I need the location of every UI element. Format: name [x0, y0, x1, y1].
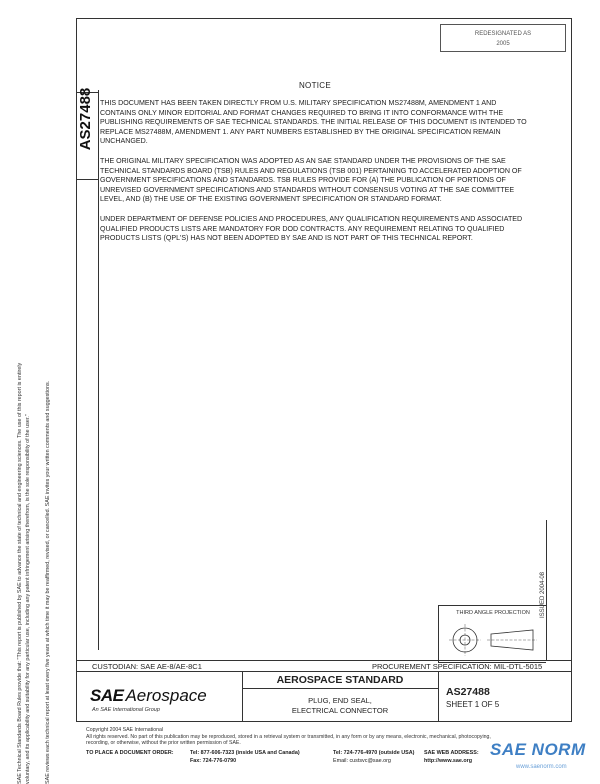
title-block [76, 672, 572, 722]
notice-paragraph-2: THE ORIGINAL MILITARY SPECIFICATION WAS ADOPTED AS AN SAE STANDARD UNDER THE PROVISIONS OF THE SAE TECHNICAL STANDARDS BOARD (TSB) RULES AND REGULATIONS (TSB 001) PERTAINING TO ACCELERATED ADOPTION OF GOVERNMENT SPECIFICATIONS AND STANDARDS. TSB RULES PROVIDE FOR (A) THE PUBLICATION OF PORTIONS OF UNREVISED GOVERNMENT SPECIFICATIONS AND STANDARDS WITHOUT CONSENSUS VOTING AT THE SAE COMMITTEE LEVEL, AND (B) THE USE OF THE EXISTING GOVERNMENT SPECIFICATION OR STANDARD FORMAT. [100, 156, 522, 204]
copyright-line: Copyright 2004 SAE International [86, 727, 163, 733]
standard-description-line-1: PLUG, END SEAL, [308, 696, 372, 705]
procurement-text: PROCUREMENT SPECIFICATION: MIL-DTL-5015 [372, 662, 543, 671]
fax-number: Fax: 724-776-0790 [190, 758, 237, 764]
custodian-text: CUSTODIAN: SAE AE-8/AE-8C1 [92, 662, 202, 671]
document-number: AS27488 [446, 686, 490, 698]
document-id-vertical: AS27488 [77, 87, 94, 151]
standard-description-line-2: ELECTRICAL CONNECTOR [291, 706, 389, 715]
logo-italic: Aerospace [125, 686, 207, 705]
order-info [86, 749, 516, 769]
document-number-cell [438, 672, 572, 722]
order-label: TO PLACE A DOCUMENT ORDER: [86, 750, 174, 756]
logo-subtitle: An SAE International Group [92, 707, 160, 713]
sae-aerospace-logo [90, 686, 207, 706]
side-disclaimer-line-2: voluntary, and its applicability and suitability for any particular use, including any patent infringement arising therefrom, is the sole responsibility of the user." [25, 414, 31, 784]
copyright-footer [86, 727, 506, 747]
watermark-url: www.saenorm.com [516, 764, 567, 770]
tel-inside-usa: Tel: 877-606-7323 (inside USA and Canada) [190, 750, 300, 756]
standard-cell [242, 672, 439, 722]
watermark [490, 740, 600, 772]
sheet-number: SHEET 1 OF 5 [446, 700, 500, 709]
rights-line-2: recording, or otherwise, without the prior written permission of SAE. [86, 740, 241, 747]
notice-title: NOTICE [298, 81, 332, 90]
revision-box [440, 24, 566, 52]
tel-outside-usa: Tel: 724-776-4970 (outside USA) [333, 750, 415, 756]
web-address-text: SAE WEB ADDRESS: http://www.sae.org [424, 750, 479, 764]
contact-us [190, 749, 300, 765]
revision-line-1: REDESIGNATED AS [474, 31, 532, 37]
contact-intl [333, 749, 414, 765]
notice-paragraph-3: UNDER DEPARTMENT OF DEFENSE POLICIES AND PROCEDURES, ANY QUALIFICATION REQUIREMENTS AND ASSOCIATED QUALIFIED PRODUCTS LISTS ARE MANDATORY FOR DOD CONTRACTS. ANY REQUIREMENT RELATING TO QUALIFIED PRODUCTS LISTS (QPL'S) HAS NOT BEEN ADOPTED BY SAE AND IS NOT PART OF THIS TECHNICAL REPORT. [100, 214, 523, 243]
projection-box [438, 605, 546, 663]
projection-label: THIRD ANGLE PROJECTION [456, 610, 530, 616]
side-disclaimer-line-1: SAE Technical Standards Board Rules provide that: "This report is published by SAE to advance the state of technical and engineering sciences. The use of this report is entirely [17, 362, 23, 784]
side-disclaimer [16, 144, 56, 784]
notice-body [100, 99, 532, 254]
standard-title: AEROSPACE STANDARD [242, 672, 438, 689]
watermark-logo: SAE NORM [490, 740, 586, 759]
side-disclaimer-line-3: SAE reviews each technical report at least every five years at which time it may be reaffirmed, revised, or cancelled. SAE invites your written comments and suggestions. [45, 380, 51, 784]
revision-line-2: 2005 [496, 41, 510, 47]
notice-paragraph-1: THIS DOCUMENT HAS BEEN TAKEN DIRECTLY FROM U.S. MILITARY SPECIFICATION MS27488M, AMENDMENT 1 AND CONTAINS ONLY MINOR EDITORIAL AND FORMAT CHANGES REQUIRED TO BRING IT INTO CONFORMANCE WITH THE PUBLISHING REQUIREMENTS OF SAE TECHNICAL STANDARDS. THE INITIAL RELEASE OF THIS DOCUMENT IS INTENDED TO REPLACE MS27488M, AMENDMENT 1. ANY PART NUMBERS ESTABLISHED BY THE ORIGINAL SPECIFICATION REMAIN UNCHANGED. [100, 99, 527, 146]
rights-line-1: All rights reserved. No part of this publication may be reproduced, stored in a retrieval system or transmitted, in any form or by any means, electronic, mechanical, photocopying, [86, 733, 491, 740]
logo-bold: SAE [90, 686, 124, 705]
right-margin-column [546, 520, 573, 660]
custodian-row [76, 660, 572, 672]
email-address: Email: custsvc@sae.org [333, 758, 391, 764]
issued-code: ISSUED 2004-08 [540, 571, 546, 619]
logo-cell [76, 672, 243, 722]
third-angle-projection-icon [447, 622, 539, 658]
